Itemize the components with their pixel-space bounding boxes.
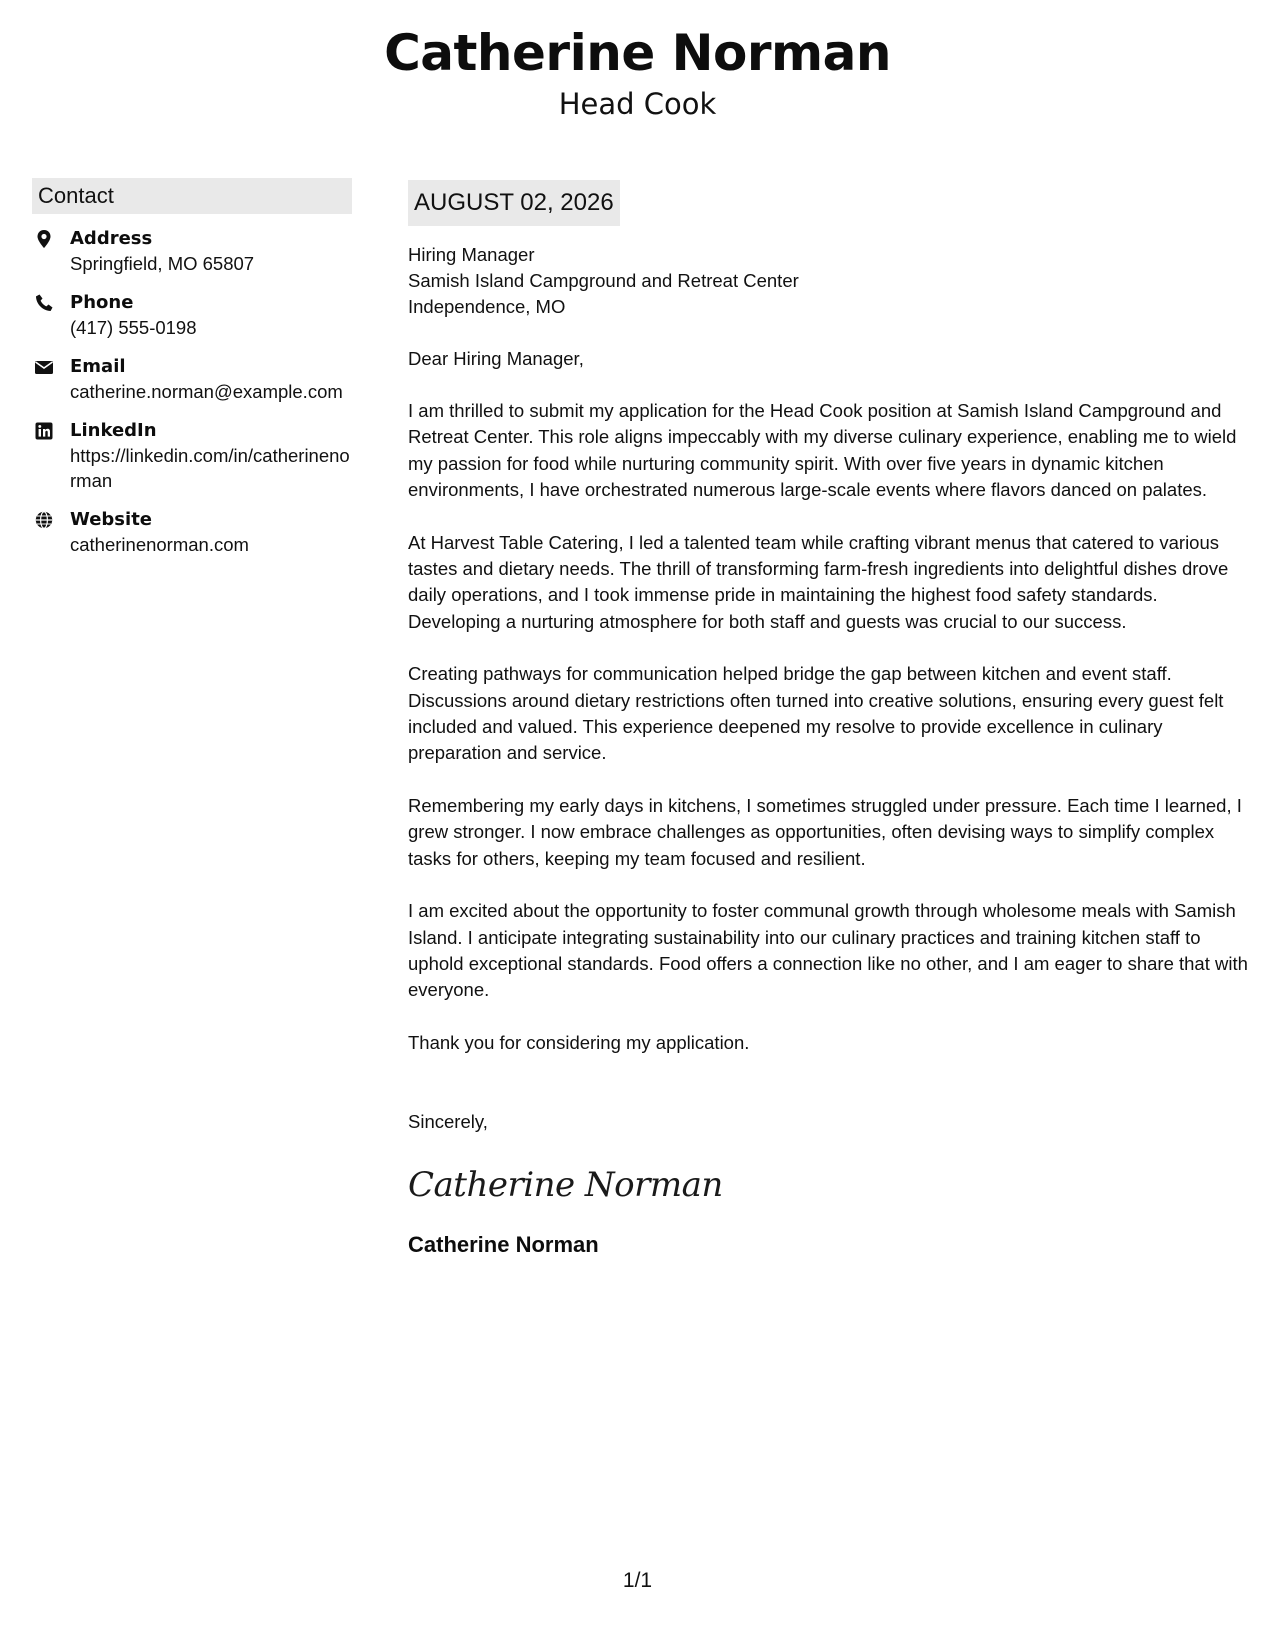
contact-item-email — [32, 355, 352, 404]
envelope-icon — [34, 357, 54, 377]
recipient-title: Hiring Manager — [408, 244, 535, 265]
letter-body — [408, 180, 1254, 1259]
contact-sidebar — [32, 178, 352, 572]
applicant-name: Catherine Norman — [384, 24, 891, 82]
contact-label-linkedin: LinkedIn — [70, 420, 157, 441]
contact-item-website — [32, 508, 352, 557]
letter-date: AUGUST 02, 2026 — [408, 180, 620, 226]
handwritten-signature: Catherine Norman — [408, 1165, 723, 1206]
closing: Sincerely, — [408, 1111, 488, 1133]
contact-value-website[interactable]: catherinenorman.com — [70, 534, 249, 555]
contact-item-linkedin — [32, 419, 352, 493]
applicant-role: Head Cook — [558, 87, 717, 121]
contact-value-email[interactable]: catherine.norman@example.com — [70, 381, 343, 402]
recipient-location: Independence, MO — [408, 296, 566, 317]
contact-label-email: Email — [70, 356, 126, 377]
contact-item-address — [32, 227, 352, 276]
paragraph: Creating pathways for communication helped bridge the gap between kitchen and event staff. Discussions around dietary restrictions often turned into creative solutions, ensuring every guest felt included and valued. This experience deepened my resolve to provide excellence in culinary preparation and service. — [408, 663, 1224, 764]
contact-list — [32, 227, 352, 557]
phone-icon — [34, 293, 54, 313]
paragraph: At Harvest Table Catering, I led a talented team while crafting vibrant menus that catered to various tastes and dietary needs. The thrill of transforming farm-fresh ingredients into delightful dishes drove daily operations, and I took immense pride in maintaining the highest food safety standards. Developing a nurturing atmosphere for both staff and guests was crucial to our success. — [408, 531, 1229, 632]
linkedin-icon — [34, 421, 54, 441]
map-pin-icon — [34, 229, 54, 249]
contact-value-phone: (417) 555-0198 — [70, 317, 197, 338]
contact-value-address: Springfield, MO 65807 — [70, 253, 255, 274]
paragraph: Remembering my early days in kitchens, I sometimes struggled under pressure. Each time I learned, I grew stronger. I now embrace challenges as opportunities, often devising ways to simplify complex tasks for others, keeping my team focused and resilient. — [408, 794, 1242, 869]
letter-header — [0, 22, 1275, 122]
contact-item-phone — [32, 291, 352, 340]
paragraph: Thank you for considering my application. — [408, 1031, 750, 1053]
contact-label-website: Website — [70, 509, 153, 530]
globe-icon — [34, 510, 54, 530]
page-number: 1/1 — [622, 1569, 653, 1592]
recipient-block — [408, 242, 1254, 320]
signer-name: Catherine Norman — [408, 1232, 599, 1258]
contact-label-phone: Phone — [70, 292, 134, 313]
salutation: Dear Hiring Manager, — [408, 348, 584, 369]
contact-value-linkedin[interactable]: https://linkedin.com/in/catherinenorman — [70, 445, 350, 491]
recipient-organization: Samish Island Campground and Retreat Center — [408, 270, 799, 291]
contact-label-address: Address — [70, 228, 153, 249]
contact-section-title: Contact — [32, 178, 352, 214]
paragraph: I am excited about the opportunity to foster communal growth through wholesome meals with Samish Island. I anticipate integrating sustainability into our culinary practices and training kitchen staff to uphold exceptional standards. Food offers a connection like no other, and I am eager to share that with everyone. — [408, 900, 1248, 1001]
paragraph: I am thrilled to submit my application for the Head Cook position at Samish Island Campground and Retreat Center. This role aligns impeccably with my diverse culinary experience, enabling me to wield my passion for food while nurturing community spirit. With over five years in dynamic kitchen environments, I have orchestrated numerous large-scale events where flavors danced on palates. — [408, 400, 1237, 501]
